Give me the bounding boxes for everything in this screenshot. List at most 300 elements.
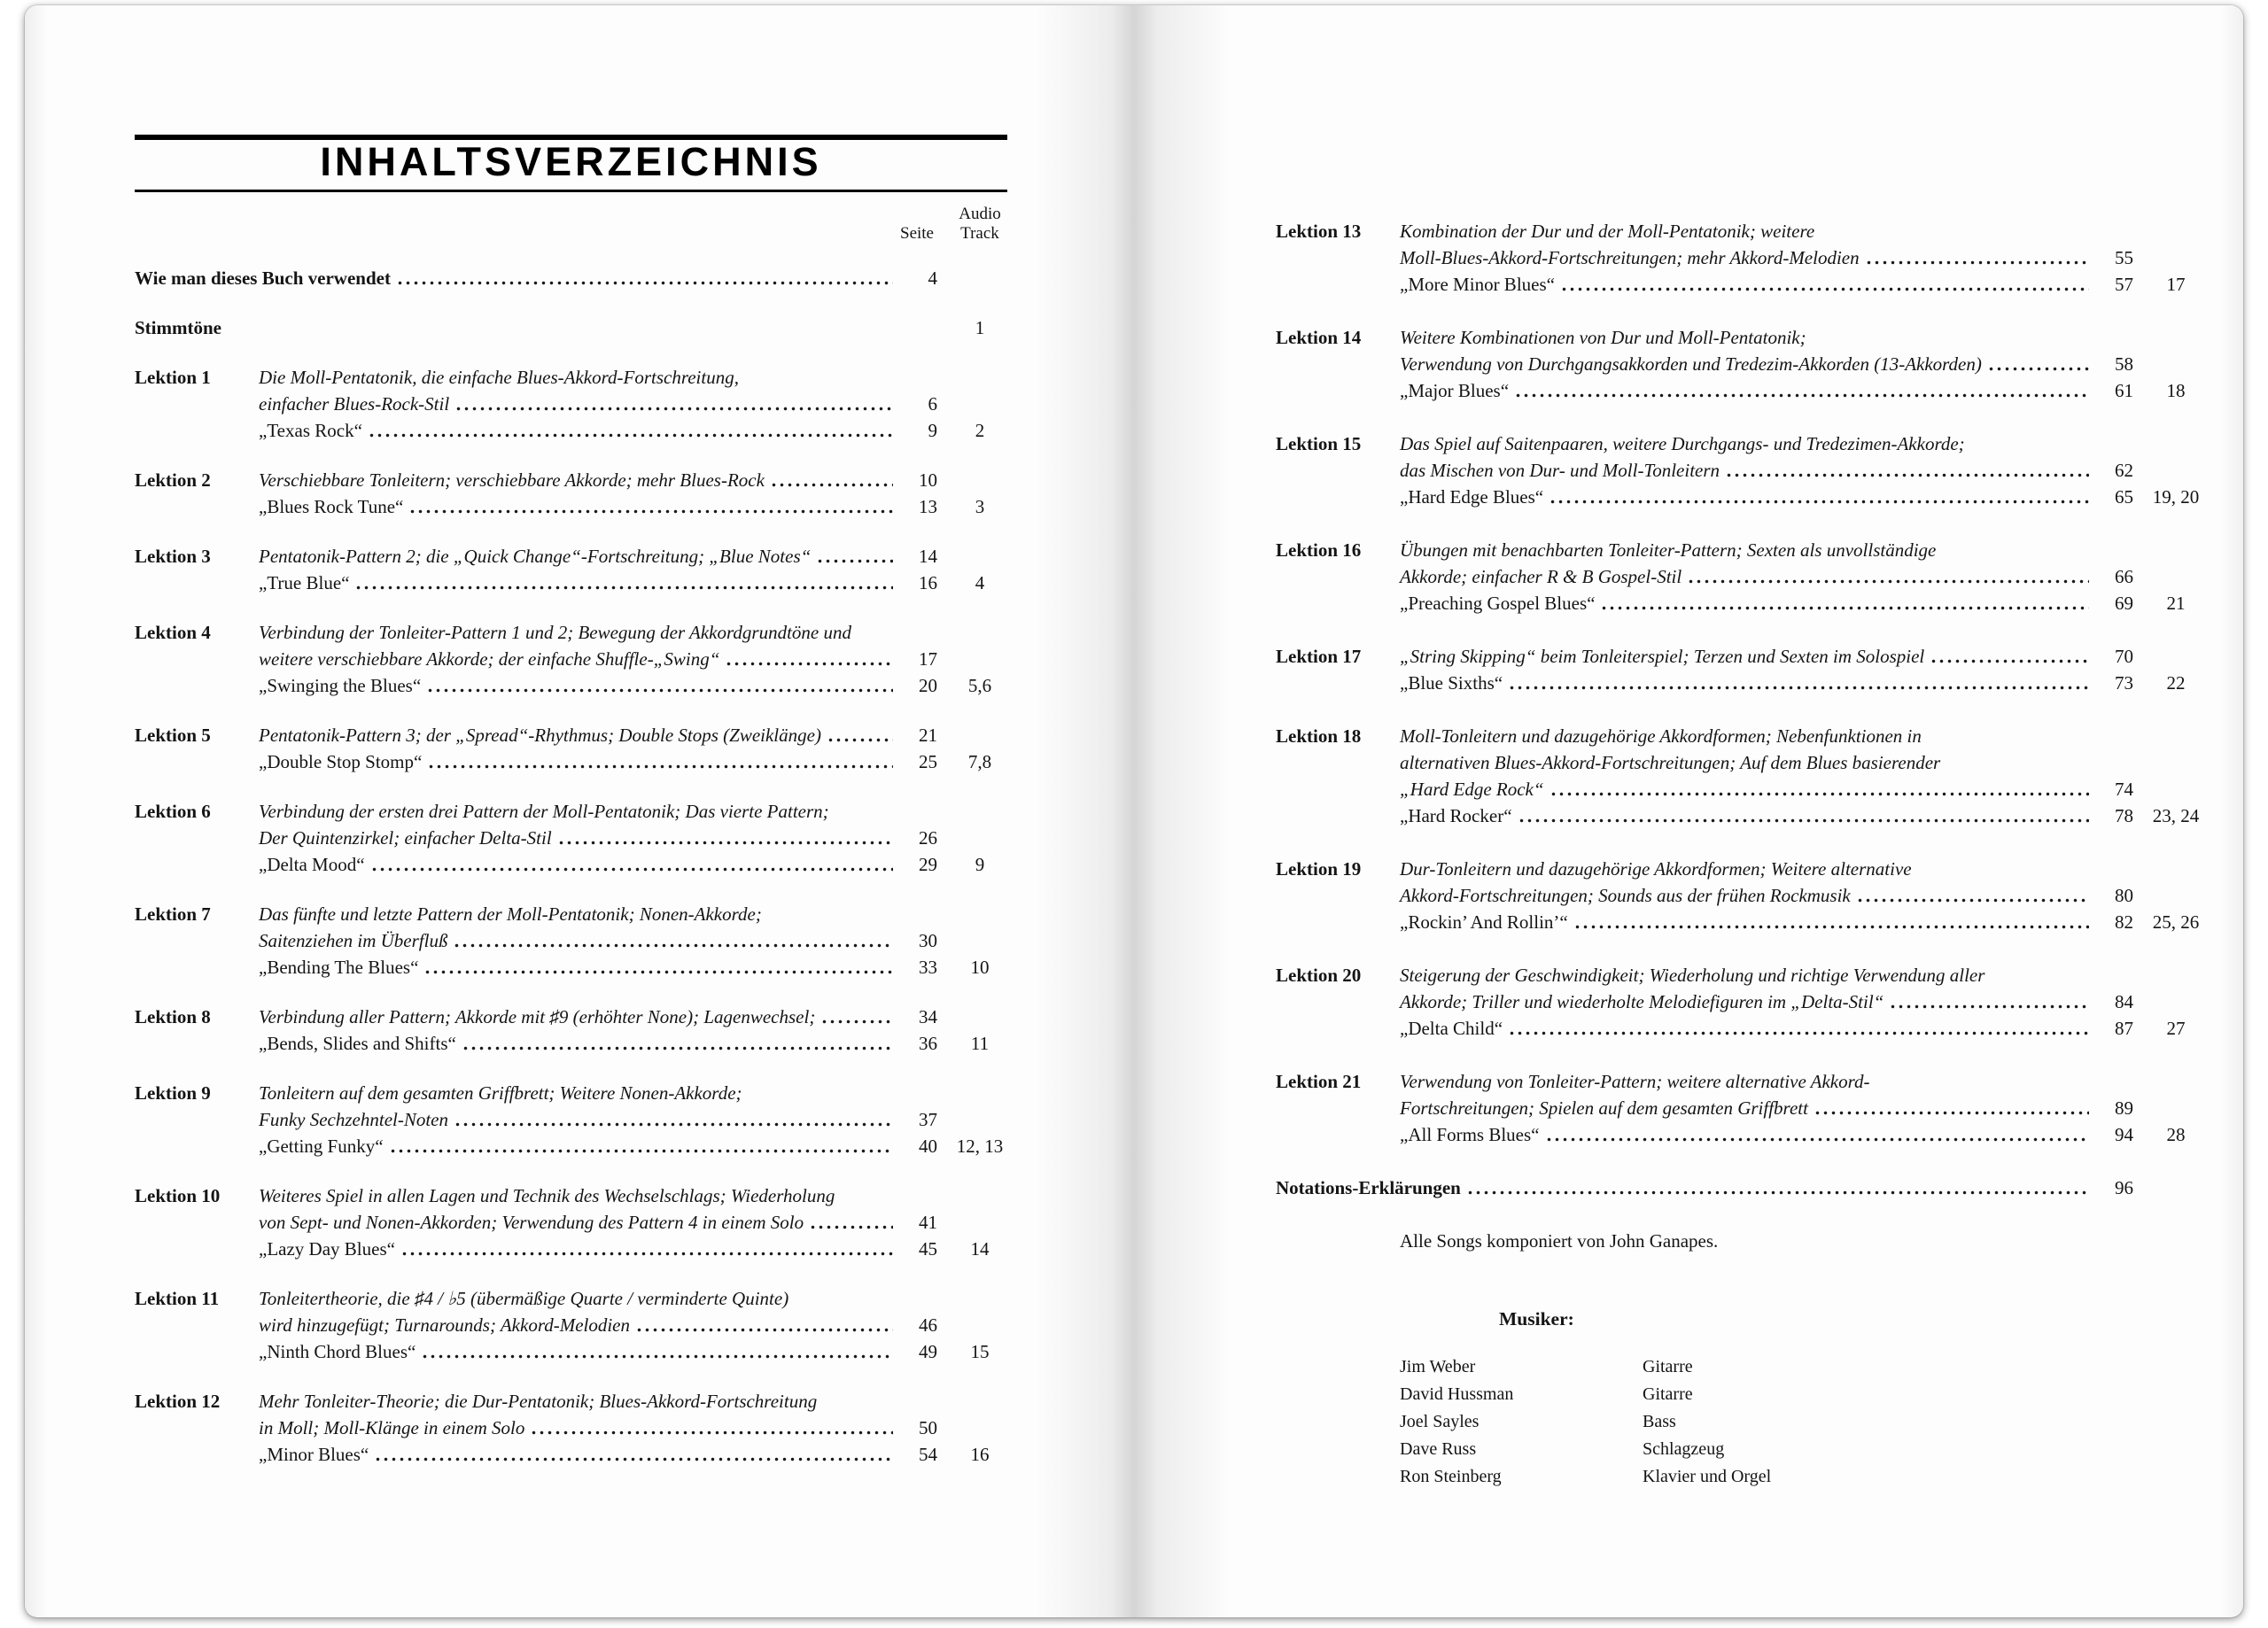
audio-track-number: 16 [970, 1444, 990, 1465]
page-number: 89 [2115, 1097, 2133, 1119]
toc-line [1400, 988, 2218, 1015]
line-spacer [742, 1080, 897, 1106]
toc-entry [135, 543, 1022, 596]
dot-leader [635, 1327, 893, 1333]
audio-track-number [2133, 1174, 2218, 1201]
line-spacer [788, 1285, 897, 1312]
audio-track-number [937, 798, 1022, 825]
entry-text: „More Minor Blues“ [1400, 274, 1555, 295]
entry-text: Steigerung der Geschwindigkeit; Wiederholung und richtige Verwendung aller [1400, 965, 1985, 986]
audio-track-number [937, 467, 1022, 493]
entry-text: Tonleitertheorie, die ♯4 / ♭5 (übermäßige Quarte / verminderte Quinte) [259, 1288, 789, 1309]
line-spacer [835, 1182, 897, 1209]
toc-entry [1276, 430, 2218, 510]
line-spacer [739, 364, 897, 391]
lesson-label: Lektion 21 [1276, 1071, 1362, 1092]
dot-leader [1514, 392, 2089, 399]
page-number [2093, 749, 2133, 776]
audio-track-number [937, 1106, 1022, 1133]
entry-text: von Sept- und Nonen-Akkorden; Verwendung des Pattern 4 in einem Solo [259, 1212, 804, 1233]
entry-lines [259, 467, 1022, 520]
entry-text: „Hard Edge Blues“ [1400, 486, 1544, 508]
entry-text: wird hinzugefügt; Turnarounds; Akkord-Melodien [259, 1314, 631, 1336]
audio-track-number [2133, 988, 2218, 1015]
audio-track-number: 11 [970, 1033, 990, 1054]
entry-text: Das Spiel auf Saitenpaaren, weitere Durchgangs- und Tredezimen-Akkorde; [1400, 433, 1965, 454]
musician-name: Ron Steinberg [1400, 1467, 1502, 1486]
entry-lines [1400, 962, 2218, 1042]
lesson-label: Lektion 2 [135, 469, 211, 491]
page-number: 16 [919, 572, 937, 593]
entry-text: Moll-Blues-Akkord-Fortschreitungen; mehr Akkord-Melodien [1400, 247, 1860, 268]
page-number: 4 [928, 267, 937, 289]
dot-leader [1573, 924, 2089, 930]
toc-line [1400, 1015, 2218, 1042]
page-number [897, 619, 937, 646]
lesson-label: Lektion 15 [1276, 433, 1362, 454]
page-number [897, 314, 937, 341]
line-spacer [1870, 1068, 2093, 1095]
page-number: 26 [919, 827, 937, 849]
entry-text: „Bends, Slides and Shifts“ [259, 1033, 456, 1054]
line-spacer [851, 619, 897, 646]
audio-track-number [937, 825, 1022, 851]
toc-entry [135, 1285, 1022, 1365]
audio-track-number [2133, 749, 2218, 776]
toc-entry [135, 1388, 1022, 1468]
line-spacer [1984, 962, 2093, 988]
entry-text: „Minor Blues“ [259, 1444, 369, 1465]
toc-line [259, 1388, 1022, 1415]
toc-line [1276, 1174, 2218, 1201]
audio-track-number [937, 1312, 1022, 1338]
page-number: 30 [919, 930, 937, 951]
page-number: 69 [2115, 593, 2133, 614]
toc-line [259, 672, 1022, 699]
entry-text: Kombination der Dur und der Moll-Pentatonik; weitere [1400, 221, 1815, 242]
toc-line [259, 570, 1022, 596]
entry-text: „Blues Rock Tune“ [259, 496, 404, 517]
entry-text: das Mischen von Dur- und Moll-Tonleitern [1400, 460, 1720, 481]
toc-line [259, 1338, 1022, 1365]
audio-track-number [937, 722, 1022, 748]
page-number [2093, 430, 2133, 457]
entry-text: einfacher Blues-Rock-Stil [259, 393, 450, 415]
entry-text: Weitere Kombinationen von Dur und Moll-Pentatonik; [1400, 327, 1806, 348]
entry-text: Verbindung der ersten drei Pattern der Moll-Pentatonik; Das vierte Pattern; [259, 801, 829, 822]
toc-entry [135, 314, 1022, 341]
lesson-label: Lektion 3 [135, 546, 211, 567]
dot-leader [462, 1045, 893, 1051]
entry-lines [1400, 218, 2218, 298]
left-toc-entries [135, 265, 1022, 1468]
musician-name: David Hussman [1400, 1384, 1514, 1404]
lesson-label: Lektion 6 [135, 801, 211, 822]
entry-text: Notations-Erklärungen [1276, 1177, 1461, 1198]
entry-text: Die Moll-Pentatonik, die einfache Blues-Akkord-Fortschreitung, [259, 367, 739, 388]
dot-leader [400, 1251, 893, 1257]
entry-text: „True Blue“ [259, 572, 350, 593]
page-number: 73 [2115, 672, 2133, 694]
page-number: 62 [2115, 460, 2133, 481]
line-spacer [817, 1388, 897, 1415]
page-number: 17 [919, 648, 937, 670]
entry-text: Weiteres Spiel in allen Lagen und Technik des Wechselschlags; Wiederholung [259, 1185, 835, 1206]
lesson-label: Lektion 1 [135, 367, 211, 388]
page-number: 80 [2115, 885, 2133, 906]
page-number: 61 [2115, 380, 2133, 401]
toc-line [259, 1133, 1022, 1159]
line-spacer [1922, 723, 2093, 749]
column-headers [135, 205, 1022, 244]
dot-leader [1549, 499, 2089, 505]
audio-track-number [2133, 1095, 2218, 1121]
toc-entry [1276, 856, 2218, 935]
toc-line [1400, 856, 2218, 882]
lesson-label: Lektion 12 [135, 1391, 221, 1412]
page-number: 74 [2115, 779, 2133, 800]
audio-track-number [2133, 563, 2218, 590]
page-number [897, 1285, 937, 1312]
toc-line [259, 467, 1022, 493]
musicians-heading: Musiker: [1499, 1308, 1574, 1330]
page-number [897, 364, 937, 391]
entry-lines [259, 1182, 1022, 1262]
toc-line [135, 314, 1022, 341]
audio-track-number [2133, 643, 2218, 670]
entry-text: Akkord-Fortschreitungen; Sounds aus der frühen Rockmusik [1400, 885, 1851, 906]
dot-leader [1518, 818, 2089, 824]
entry-text: „Hard Edge Rock“ [1400, 779, 1544, 800]
toc-line [1400, 1121, 2218, 1148]
audio-track-number [937, 364, 1022, 391]
entry-text: „Swinging the Blues“ [259, 675, 422, 696]
entry-lines [259, 619, 1022, 699]
audio-track-number: 9 [975, 854, 985, 875]
toc-line [259, 825, 1022, 851]
dot-leader [1987, 366, 2089, 372]
audio-track-number [937, 1285, 1022, 1312]
line-spacer [762, 901, 897, 927]
toc-line [259, 1415, 1022, 1441]
audio-track-number: 5,6 [967, 675, 992, 696]
lesson-label: Lektion 17 [1276, 646, 1362, 667]
audio-track-number: 27 [2166, 1018, 2186, 1039]
audio-track-number [937, 1415, 1022, 1441]
toc-entry [135, 364, 1022, 444]
page-number [2093, 856, 2133, 882]
toc-entry [135, 467, 1022, 520]
entry-lines [259, 1285, 1022, 1365]
page-number: 49 [919, 1341, 937, 1362]
toc-line [259, 1236, 1022, 1262]
toc-line [259, 748, 1022, 775]
toc-entry [1276, 537, 2218, 616]
toc-line [1400, 563, 2218, 590]
entry-text: Akkorde; Triller und wiederholte Melodiefiguren im „Delta-Stil“ [1400, 991, 1884, 1012]
toc-line [1400, 484, 2218, 510]
entry-lines [1276, 1174, 2218, 1201]
dot-leader [454, 406, 893, 412]
toc-line [259, 722, 1022, 748]
toc-line [259, 364, 1022, 391]
dot-leader [453, 942, 893, 949]
entry-lines [259, 1388, 1022, 1468]
entry-text: „Texas Rock“ [259, 420, 362, 441]
toc-line [259, 1285, 1022, 1312]
dot-leader [816, 558, 893, 564]
audio-track-number: 15 [970, 1341, 990, 1362]
page-number: 70 [2115, 646, 2133, 667]
column-header-spacer [135, 205, 897, 244]
entry-lines [135, 314, 1022, 341]
toc-line [1400, 749, 2218, 776]
column-header-audio-line1: Audio [959, 205, 1001, 223]
toc-line [259, 493, 1022, 520]
toc-line [1400, 271, 2218, 298]
toc-line [1400, 430, 2218, 457]
entry-text: „Blue Sixths“ [1400, 672, 1503, 694]
audio-track-number [2133, 244, 2218, 271]
dot-leader [1508, 685, 2089, 691]
entry-text: Stimmtöne [135, 317, 221, 338]
dot-leader [1466, 1190, 2089, 1196]
entry-text: „Rockin’ And Rollin’“ [1400, 911, 1568, 933]
line-spacer [1965, 430, 2093, 457]
entry-text: in Moll; Moll-Klänge in einem Solo [259, 1417, 525, 1438]
toc-line [259, 1209, 1022, 1236]
dot-leader [408, 508, 893, 515]
page-number [2093, 218, 2133, 244]
toc-entry [1276, 1068, 2218, 1148]
dot-leader [396, 280, 893, 286]
toc-entry [1276, 324, 2218, 404]
toc-line [259, 851, 1022, 878]
entry-text: „Bending The Blues“ [259, 957, 419, 978]
entry-text: Pentatonik-Pattern 2; die „Quick Change“-Fortschreitung; „Blue Notes“ [259, 546, 812, 567]
page-number: 40 [919, 1136, 937, 1157]
musician-name: Dave Russ [1400, 1439, 1477, 1459]
toc-line [259, 1441, 1022, 1468]
dot-leader [421, 1353, 893, 1360]
entry-lines [1400, 1068, 2218, 1148]
page-number [897, 901, 937, 927]
entry-text: Moll-Tonleitern und dazugehörige Akkordformen; Nebenfunktionen in [1400, 725, 1922, 747]
page-number [897, 1080, 937, 1106]
page-number: 50 [919, 1417, 937, 1438]
dot-leader [354, 585, 893, 591]
audio-track-number [2133, 430, 2218, 457]
audio-track-number [937, 1080, 1022, 1106]
column-header-audio-line2: Track [960, 224, 999, 243]
audio-track-number: 4 [975, 572, 985, 593]
audio-track-number: 14 [970, 1238, 990, 1260]
musicians-list [1400, 1353, 2218, 1491]
toc-line [1400, 962, 2218, 988]
line-spacer [1814, 218, 2093, 244]
page-number: 13 [919, 496, 937, 517]
musician-instrument: Gitarre [1643, 1357, 1693, 1376]
toc-line [259, 646, 1022, 672]
toc-line [259, 619, 1022, 646]
dot-leader [1600, 605, 2089, 611]
page-number: 34 [919, 1006, 937, 1027]
toc-line [1400, 218, 2218, 244]
audio-track-number [2133, 882, 2218, 909]
toc-line [135, 265, 1022, 291]
audio-track-number: 17 [2166, 274, 2186, 295]
entry-lines [259, 798, 1022, 878]
page-number: 54 [919, 1444, 937, 1465]
entry-lines [1400, 324, 2218, 404]
dot-leader [530, 1430, 893, 1436]
line-spacer [1940, 749, 2093, 776]
toc-line [259, 927, 1022, 954]
audio-track-number [2133, 856, 2218, 882]
toc-entry [135, 265, 1022, 291]
lesson-label: Lektion 5 [135, 725, 211, 746]
entry-text: „Delta Mood“ [259, 854, 365, 875]
left-page [135, 135, 1022, 1491]
entry-lines [1400, 643, 2218, 696]
entry-text: Verbindung der Tonleiter-Pattern 1 und 2; Bewegung der Akkordgrundtöne und [259, 622, 851, 643]
toc-line [1400, 377, 2218, 404]
page-edge-shade-left [25, 5, 48, 1617]
credits-line: Alle Songs komponiert von John Ganapes. [1400, 1230, 1719, 1252]
audio-track-number [937, 1004, 1022, 1030]
entry-lines [1400, 723, 2218, 829]
entry-text: „Preaching Gospel Blues“ [1400, 593, 1596, 614]
dot-leader [1856, 897, 2089, 903]
toc-line [259, 391, 1022, 417]
toc-entry [1276, 218, 2218, 298]
page-number [897, 1388, 937, 1415]
toc-line [1400, 643, 2218, 670]
entry-text: Funky Sechzehntel-Noten [259, 1109, 448, 1130]
lesson-label: Lektion 8 [135, 1006, 211, 1027]
entry-lines [1400, 430, 2218, 510]
line-spacer [1806, 324, 2093, 351]
page-number: 46 [919, 1314, 937, 1336]
page-number: 96 [2115, 1177, 2133, 1198]
toc-line [1400, 244, 2218, 271]
dot-leader [370, 866, 893, 872]
lesson-label: Lektion 13 [1276, 221, 1362, 242]
toc-line [1400, 776, 2218, 802]
page-number: 6 [928, 393, 937, 415]
entry-lines [259, 1004, 1022, 1057]
dot-leader [374, 1456, 893, 1462]
audio-track-number [2133, 218, 2218, 244]
toc-entry [135, 1182, 1022, 1262]
audio-track-number: 7,8 [967, 751, 992, 772]
page-number: 66 [2115, 566, 2133, 587]
lesson-label: Lektion 9 [135, 1082, 211, 1104]
toc-entry [1276, 1174, 2218, 1201]
musician-instrument: Schlagzeug [1643, 1439, 1725, 1459]
toc-entry [135, 722, 1022, 775]
entry-text: „Delta Child“ [1400, 1018, 1503, 1039]
lesson-label: Lektion 10 [135, 1185, 221, 1206]
line-spacer [221, 314, 897, 341]
dot-leader [1930, 658, 2089, 664]
toc-line [1400, 723, 2218, 749]
dot-leader [820, 1019, 893, 1025]
dot-leader [1725, 472, 2089, 478]
dot-leader [1865, 260, 2089, 266]
entry-lines [259, 1080, 1022, 1159]
toc-line [259, 1312, 1022, 1338]
audio-track-number: 21 [2166, 593, 2186, 614]
audio-track-number [937, 901, 1022, 927]
entry-text: Saitenziehen im Überfluß [259, 930, 448, 951]
audio-track-number [937, 1209, 1022, 1236]
toc-line [1400, 909, 2218, 935]
toc-entry [1276, 962, 2218, 1042]
entry-text: „String Skipping“ beim Tonleiterspiel; Terzen und Sexten im Solospiel [1400, 646, 1925, 667]
dot-leader [1545, 1136, 2090, 1143]
toc-line [259, 954, 1022, 981]
page-number: 65 [2115, 486, 2133, 508]
page-number [2093, 723, 2133, 749]
musician-row [1400, 1436, 2218, 1463]
dot-leader [426, 687, 893, 694]
entry-text: „Hard Rocker“ [1400, 805, 1512, 826]
musician-row [1400, 1463, 2218, 1491]
audio-track-number: 2 [975, 420, 985, 441]
page-number [897, 798, 937, 825]
toc-entry [135, 901, 1022, 981]
entry-text: Der Quintenzirkel; einfacher Delta-Stil [259, 827, 552, 849]
entry-text: Fortschreitungen; Spielen auf dem gesamten Griffbrett [1400, 1097, 1808, 1119]
column-header-audio-track [937, 205, 1022, 244]
toc-line [259, 901, 1022, 927]
toc-line [1400, 1068, 2218, 1095]
page-number: 94 [2115, 1124, 2133, 1145]
toc-line [1400, 537, 2218, 563]
audio-track-number [937, 543, 1022, 570]
entry-lines [259, 364, 1022, 444]
entry-text: Das fünfte und letzte Pattern der Moll-Pentatonik; Nonen-Akkorde; [259, 903, 762, 925]
audio-track-number [937, 1182, 1022, 1209]
audio-track-number [2133, 457, 2218, 484]
lesson-label: Lektion 11 [135, 1288, 220, 1309]
entry-text: Akkorde; einfacher R & B Gospel-Stil [1400, 566, 1682, 587]
toc-line [1400, 882, 2218, 909]
entry-lines [259, 901, 1022, 981]
page-number: 21 [919, 725, 937, 746]
entry-text: Wie man dieses Buch verwendet [135, 267, 391, 289]
page-edge-shade-right [2220, 5, 2243, 1617]
page-number: 25 [919, 751, 937, 772]
entry-text: alternativen Blues-Akkord-Fortschreitungen; Auf dem Blues basierender [1400, 752, 1941, 773]
toc-line [1400, 351, 2218, 377]
audio-track-number: 19, 20 [2152, 486, 2200, 508]
toc-line [259, 417, 1022, 444]
lesson-label: Lektion 19 [1276, 858, 1362, 880]
lesson-label: Lektion 14 [1276, 327, 1362, 348]
page-number: 10 [919, 469, 937, 491]
dot-leader [1814, 1110, 2089, 1116]
page-number: 58 [2115, 353, 2133, 375]
dot-leader [423, 969, 893, 975]
lesson-label: Lektion 4 [135, 622, 211, 643]
entry-lines [1400, 537, 2218, 616]
entry-text: Pentatonik-Pattern 3; der „Spread“-Rhythmus; Double Stops (Zweiklänge) [259, 725, 821, 746]
page-number: 33 [919, 957, 937, 978]
audio-track-number [937, 391, 1022, 417]
book-pages [25, 5, 2243, 1617]
